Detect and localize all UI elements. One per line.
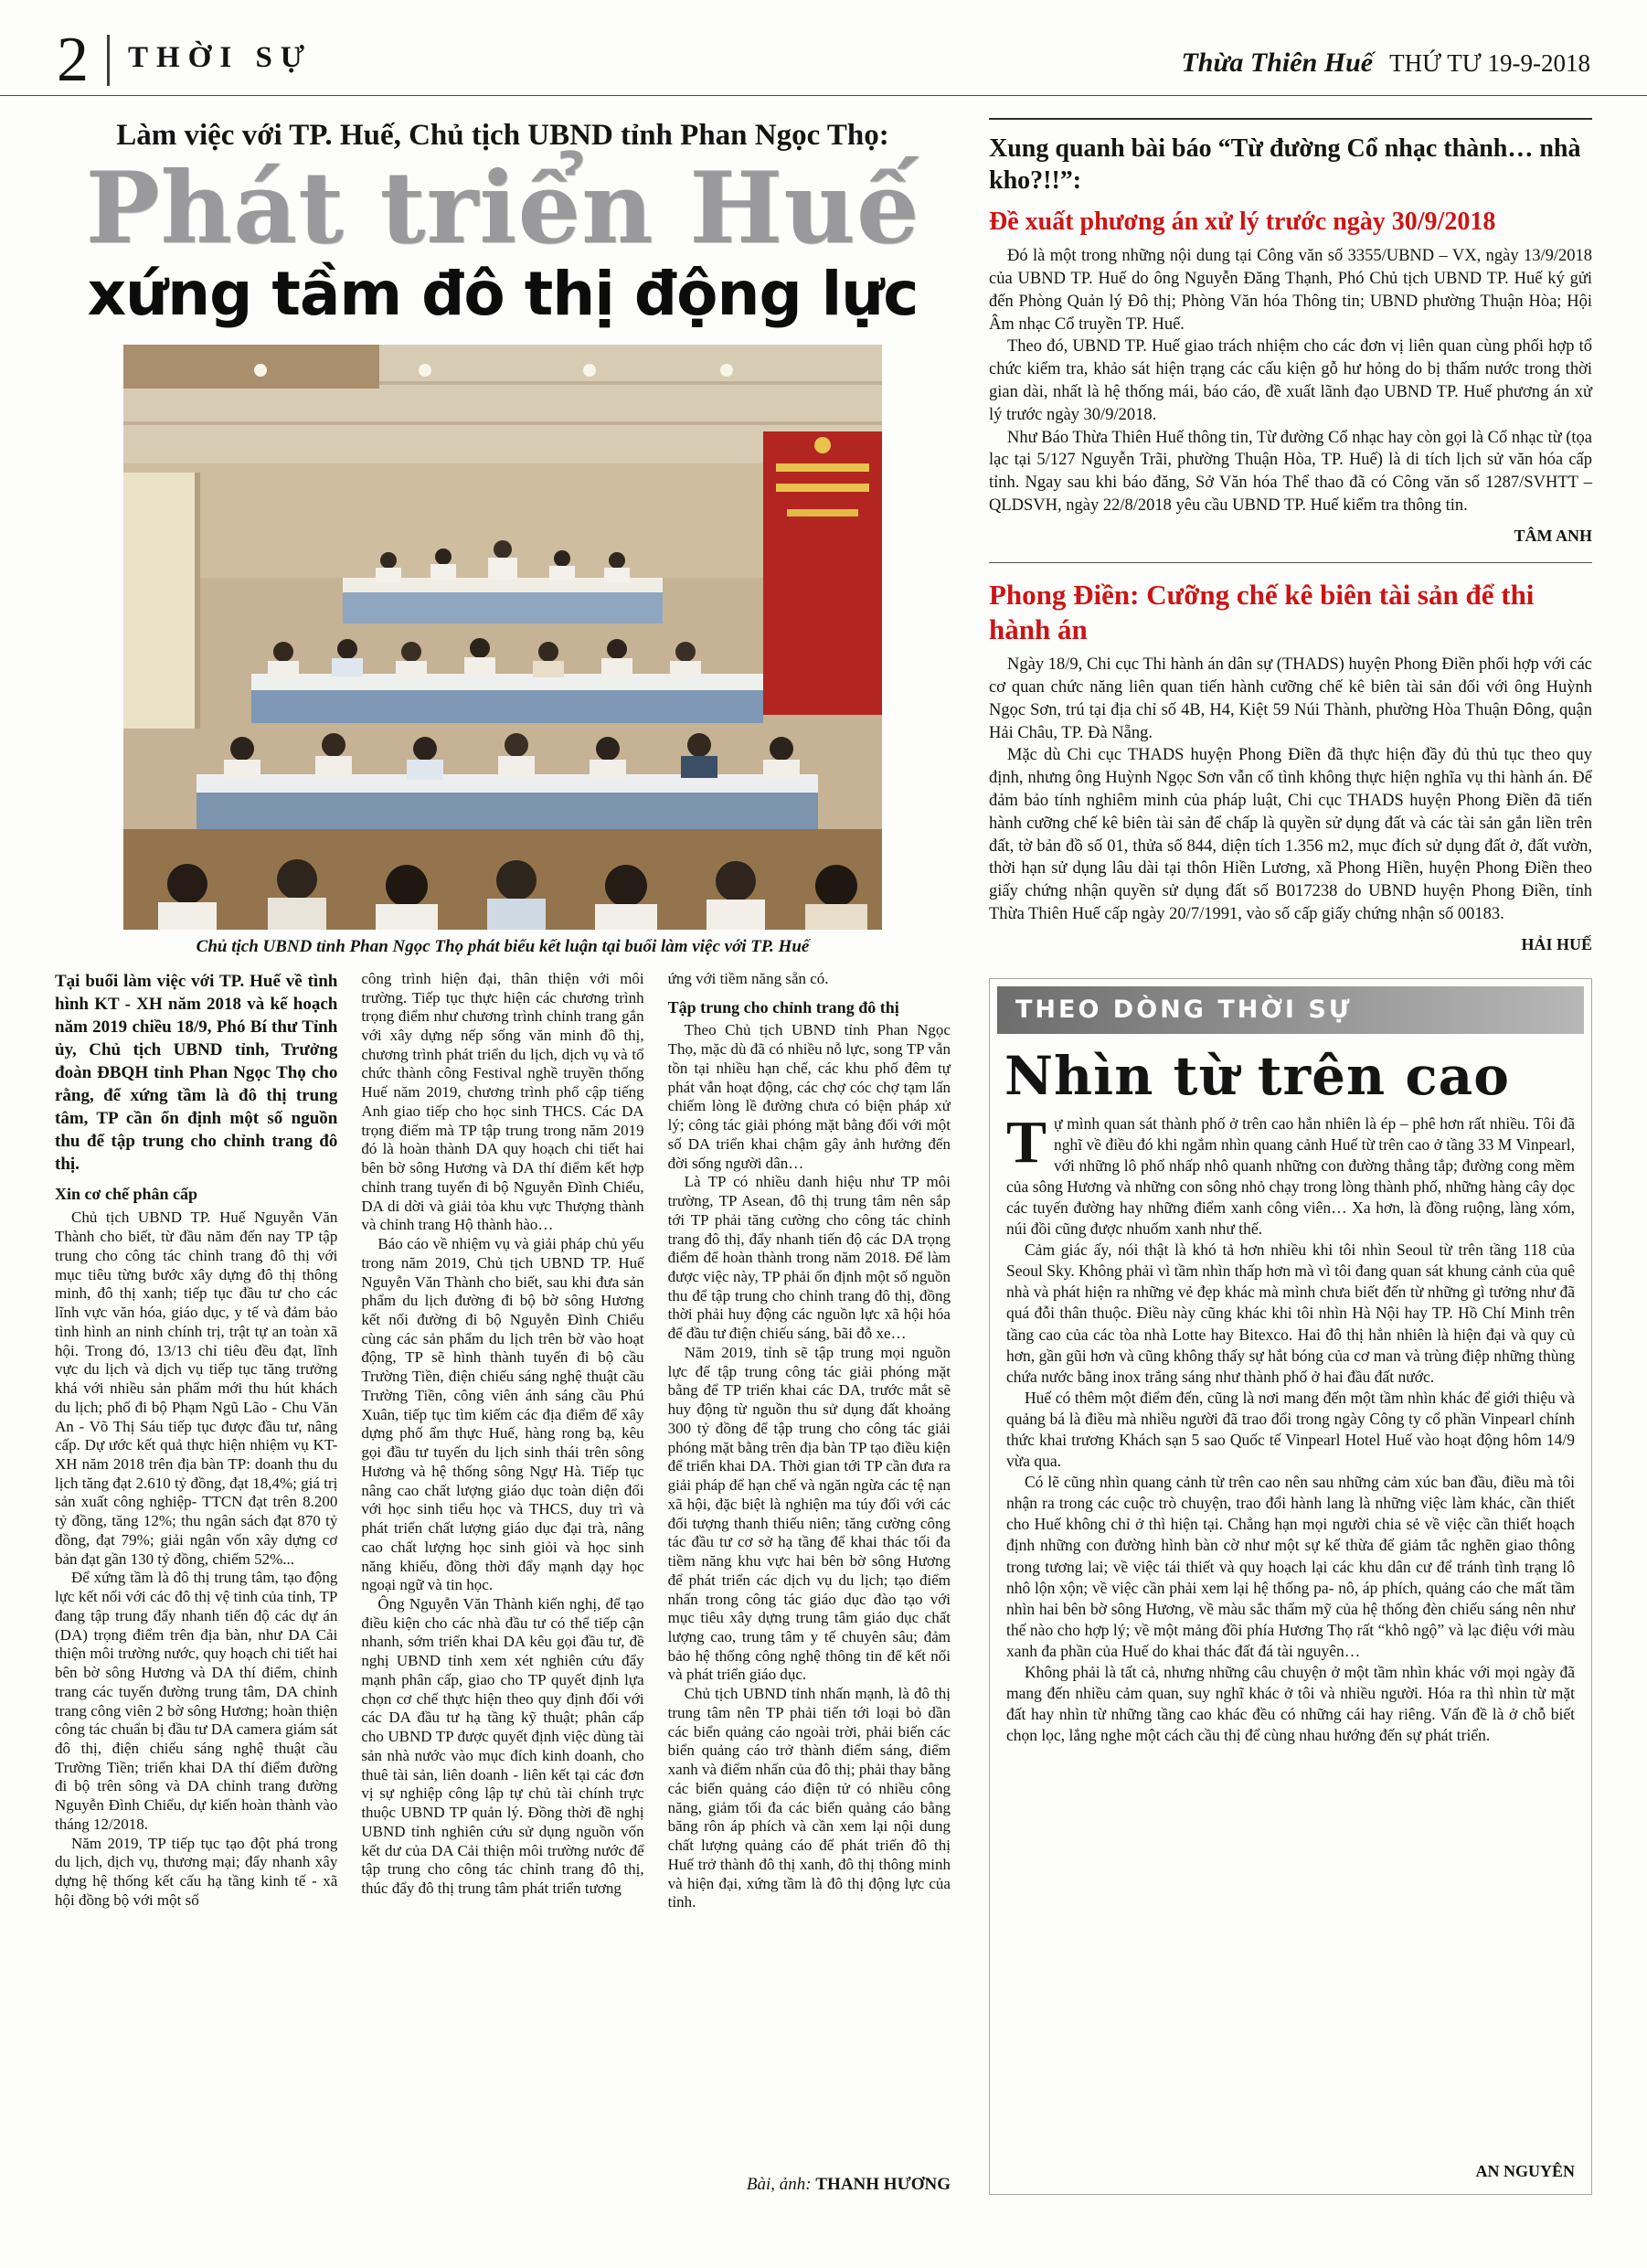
page-header [0,0,1647,96]
opinion-section-header [997,986,1584,1034]
paragraph: Ông Nguyễn Văn Thành kiến nghị, để tạo điều kiện cho các nhà đầu tư có thể tiếp cận nhanh, sớm triển khai DA kêu gọi đầu tư, đề nghị UBND tỉnh xem xét nghiên cứu đẩy mạnh phân cấp, giao cho TP quyết định lựa chọn cơ chế thực hiện theo quy định đối với các DA đầu tư hạ tầng kỹ thuật; phân cấp cho UBND TP được quyết định việc dùng tài sản nhà nước vào mục đích kinh doanh, cho thuê tài sản, liên doanh - liên kết tại các đơn vị sự nghiệp công lập tự chủ tài chính trực thuộc UBND TP quản lý. Đồng thời đề nghị UBND tỉnh nghiên cứu sử dụng nguồn vốn kết dư của DA Cải thiện môi trường nước để tập trung cho công tác chỉnh trang đô thị, thúc đẩy đô thị trung tâm phát triển tương [361,1595,644,1898]
article-red-subtitle: Đề xuất phương án xử lý trước ngày 30/9/2018 [989,208,1496,237]
article-kicker: Làm việc với TP. Huế, Chủ tịch UBND tỉnh Phan Ngọc Thọ: [116,118,889,152]
article-column-2 [361,970,643,2195]
article-column-1 [55,970,337,2195]
section-name: THỜI SỰ [128,41,313,75]
paragraph: Là TP có nhiều danh hiệu như TP môi trường, TP Asean, đô thị trung tâm nên sắp tới TP phải tăng cường cho công tác chỉnh trang đô thị, đẩy nhanh tiến độ các DA trọng điểm để hoàn thành trong năm 2018. Để làm được việc này, TP phải ổn định một số nguồn thu để tập trung cho chỉnh trang đô thị, đồng thời phải huy động các nguồn lực xã hội hóa để đầu tư điện chiếu sáng, bãi đỗ xe… [667,1173,951,1343]
sidebar-article-co-nhac [989,118,1592,546]
paragraph: Chủ tịch UBND tỉnh nhấn mạnh, là đô thị trung tâm nên TP phải tiến tới loại bỏ dần các biển quảng cáo ngoài trời, phải biến các biển quảng cáo trở thành điểm sáng, điểm xanh và điểm nhấn của đô thị; phải thay bằng các biển quảng cáo điện tử có nhiều công năng, giảm tối đa các biển quảng cáo bằng băng rôn áp phích và cần xem lại nội dung chất lượng quảng cáo để phát triển đô thị Huế trở thành đô thị xanh, đô thị thông minh và hiện đại, xứng tầm là đô thị động lực của tỉnh. [667,1685,951,1911]
paragraph: Để xứng tầm là đô thị trung tâm, tạo động lực kết nối với các đô thị vệ tinh của tỉnh, TP đang tập trung đẩy nhanh tiến độ các dự án (DA) trọng điểm trên địa bàn, như DA Cải thiện môi trường nước, quy hoạch chi tiết hai bên bờ sông Hương và DA thí điểm, chỉnh trang các tuyến đường trung tâm, DA chỉnh trang công viên 2 bờ sông Hương; hoàn thiện công tác chuẩn bị đầu tư DA camera giám sát đô thị, điện chiếu sáng nghệ thuật cầu Trường Tiền; triển khai DA thí điểm đường đi bộ trên sông và DA chỉnh trang đường Nguyễn Đình Chiểu, dự kiến hoàn thành vào tháng 12/2018. [55,1569,338,1833]
paragraph: Theo đó, UBND TP. Huế giao trách nhiệm cho các đơn vị liên quan cùng phối hợp tổ chức kiểm tra, khảo sát hiện trạng các cấu kiện gỗ hư hỏng do bị thấm nước trong thời gian dài, nhất là hệ thống mái, báo cáo, đề xuất lãnh đạo UBND TP. Huế phương án xử lý trước ngày 30/9/2018. [989,337,1592,424]
paragraph: công trình hiện đại, thân thiện với môi trường. Tiếp tục thực hiện các chương trình trọng điểm như chương trình chỉnh trang gắn với xây dựng nếp sống văn minh đô thị, chương trình phát triển du lịch, dịch vụ và tổ chức thành công Festival nghề truyền thống Huế năm 2019, chương trình phổ cập tiếng Anh giao tiếp cho học sinh THCS. Các DA trọng điểm mà TP tập trung trong năm 2019 đó là hoàn thành DA quy hoạch chi tiết hai bên bờ sông Hương và DA thí điểm kết hợp chỉnh trang tuyến đi bộ Nguyễn Đình Chiểu, DA di dời và giải tỏa khu vực Thượng thành và chỉnh trang Hộ thành hào… [361,969,644,1234]
article-title: Xung quanh bài báo “Từ đường Cổ nhạc thành… nhà kho?!!”: [989,133,1581,196]
headline-line2: xứng tầm đô thị động lực [87,259,919,330]
page-content [0,96,1647,2195]
paragraph: Có lẽ cũng nhìn quang cảnh từ trên cao nên sau những cảm xúc ban đầu, điều mà tôi nhận ra trong các cuộc trò chuyện, trao đổi hành lang là những việc làm khác, cần thiết cho Huế không chỉ ở thì hiện tại. Chẳng hạn mọi người chia sẻ về việc cần thiết hoạch định những con đường hình bàn cờ như một sự kế thừa để giảm tắc nghẽn giao thông trong tương lai; về việc tái thiết và quy hoạch lại các khu dân cư để tránh tình trạng lô nhô lộn xộn; về việc cần phải xem lại hệ thống pa- nô, áp phích, quảng cáo che mất tầm nhìn hai bên bờ sông Hương, về màu sắc thẩm mỹ của hệ thống đèn chiếu sáng nên như thế nào cho hợp lý; về một mảng đồi phía Hương Thọ rất “khô ngộ” và lạc điệu với màu xanh đa phần của Huế do khai thác đất đá tài nguyên… [1006,1473,1575,1660]
article-byline: HẢI HUẾ [1521,934,1592,953]
paragraph: Tự mình quan sát thành phố ở trên cao hẳn nhiên là ép – phê hơn rất nhiều. Tôi đã nghĩ về điều đó khi ngắm nhìn quang cảnh Huế từ trên cao ở tầng 33 M Vinpearl, với những lô phố nhấp nhô quanh những con đường thẳng tắp; đường cong mềm của sông Hương và những con sông nhỏ chạy trong lòng thành phố, những hàng cây dọc các tuyến đường hay những điểm xanh công viên… Xa hơn, là đồng ruộng, làng xóm, núi đồi cũng được nhuốm xanh như thế. [1006,1113,1575,1239]
header-left [57,25,313,95]
article-byline [736,2170,951,2195]
paragraph: Không phải là tất cả, nhưng những câu chuyện ở một tầm nhìn khác với mọi ngày đã mang đến nhiều cảm quan, suy nghĩ khác ở tôi và nhiều người. Hóa ra thì nhìn từ mặt đất hay nhìn từ những tầng cao khác đều có những cái hay riêng. Vấn đề là ở chỗ biết chọn lọc, lắng nghe một cách cầu thị để cùng nhau hướng đến sự phát triển. [1006,1663,1575,1745]
article-red-title: Phong Điền: Cưỡng chế kê biên tài sản để thi hành án [989,578,1535,645]
paragraph: Năm 2019, tỉnh sẽ tập trung mọi nguồn lực để tập trung công tác giải phóng mặt bằng để TP triển khai các DA, trước mắt sẽ huy động từ nguồn thu sử dụng đất khoảng 300 tỷ đồng để tập trung cho công tác giải phóng mặt bằng trên địa bàn TP tạo điều kiện để triển khai DA. Thời gian tới TP cần đưa ra giải pháp để hạn chế và ngăn ngừa các tệ nạn xã hội, đặc biệt là nghiện ma túy đối với các đối tượng thanh thiếu niên; tăng cường công tác đầu tư cơ sở hạ tầng để khai thác tối đa tiềm năng khu vực hai bên bờ sông Hương để phát triển các dịch vụ du lịch; tạo điểm nhấn trong công tác giáo dục đào tạo với mục tiêu xây dựng trung tâm giáo dục chất lượng cao, trung tâm y tế chuyên sâu; đảm bảo hệ thống công nghệ thông tin để kết nối và phát triển giáo dục. [667,1343,951,1684]
paragraph: Tại buổi làm việc với TP. Huế về tình hình KT - XH năm 2018 và kế hoạch năm 2019 chiều 18/9, Phó Bí thư Tỉnh ủy, Chủ tịch UBND tỉnh, Trưởng đoàn ĐBQH tỉnh Phan Ngọc Thọ cho rằng, để xứng tầm là đô thị trung tâm, TP cần ổn định một số nguồn thu để tập trung cho chỉnh trang đô thị. [55,971,338,1175]
article-text [989,654,1592,925]
paragraph: Chủ tịch UBND TP. Huế Nguyễn Văn Thành cho biết, từ đầu năm đến nay TP tập trung cho công tác chỉnh trang đô thị với mục tiêu từng bước xây dựng đô thị thông minh, đô thị xanh; tiếp tục đầu tư cho các lĩnh vực văn hóa, giáo dục, y tế và đảm bảo tình hình an ninh chính trị, trật tự an toàn xã hội. Trong đó, 13/13 chỉ tiêu đều đạt, lĩnh vực du lịch và dịch vụ tiếp tục tăng trưởng khá với nhiều sản phẩm mới thu hút khách du lịch; phố đi bộ Phạm Ngũ Lão - Chu Văn An - Võ Thị Sáu tiếp tục được đầu tư, nâng cấp. Dự ước kết quả thực hiện nhiệm vụ KT- XH năm 2018 trên địa bàn TP: doanh thu du lịch tăng đạt 2.610 tỷ đồng, đạt 18,4%; giá trị sản xuất công nghiệp- TTCN đạt trên 8.200 tỷ đồng, tăng 12%; thu ngân sách đạt 870 tỷ đồng, đạt 79%; giải ngân vốn xây dựng cơ bản đạt gần 130 tỷ đồng, chiếm 52%... [55,1209,338,1568]
byline-prefix: Bài, ảnh: [746,2174,812,2194]
article-byline: TÂM ANH [1514,526,1592,545]
paragraph: Cảm giác ấy, nói thật là khó tả hơn nhiều khi tôi nhìn Seoul từ trên tầng 118 của Seoul Sky. Không phải vì tầm nhìn thấp hơn mà vì tôi đang quan sát khung cảnh của quê nhà và phát hiện ra những vẻ đẹp khác mà mình chưa biết đến từ những gì tưởng như đã quá đỗi thân thuộc. Điều này cũng khác khi tôi nhìn Hà Nội hay TP. Hồ Chí Minh trên tầng cao của các tòa nhà Lotte hay Bitexco. Hai đô thị hẳn nhiên là hiện đại và quy củ hơn, gần gũi hơn và cũng không thấy sự hắt bóng của cơ man và trùng điệp những thùng chứa nước bằng inox trắng sáng như thành phố ở hai đầu đất nước. [1006,1240,1575,1386]
photo-caption: Chủ tịch UBND tỉnh Phan Ngọc Thọ phát biểu kết luận tại buổi làm việc với TP. Huế [196,936,810,956]
masthead: Thừa Thiên Huế [1181,47,1374,78]
subheading: Tập trung cho chỉnh trang đô thị [667,997,899,1017]
article-photo-figure [123,345,882,957]
paragraph: Đó là một trong những nội dung tại Công văn số 3355/UBND – VX, ngày 13/9/2018 của UBND TP. Huế do ông Nguyễn Đăng Thạnh, Phó Chủ tịch UBND TP. Huế ký gửi đến Phòng Quản lý Đô thị; Phòng Văn hóa Thông tin; UBND phường Thuận Hòa; Hội Âm nhạc Cổ truyền TP. Huế. [989,247,1592,334]
article-column-3-text [668,970,951,1912]
sidebar [989,118,1592,2195]
page-number: 2 [57,25,89,95]
header-divider [107,35,110,86]
paragraph: Mặc dù Chi cục THADS huyện Phong Điền đã thực hiện đầy đủ thủ tục theo quy định, nhưng ông Huỳnh Ngọc Sơn vẫn cố tình không thực hiện nghĩa vụ thi hành án. Để đảm bảo tính nghiêm minh của pháp luật, Chi cục THADS huyện Phong Điền đã tiến hành cưỡng chế kê biên tài sản để chấp là quyền sử dụng đất và các tài sản gắn liền trên đất, tờ bản đồ số 01, thửa số 844, diện tích 1.356 m2, mục đích sử dụng đất ở, đất vườn, thời hạn sử dụng lâu dài tại thôn Hiền Lương, xã Phong Hiền, huyện Phong Điền theo giấy chứng nhận quyền sử dụng đất số B017238 do UBND huyện Phong Điền, tỉnh Thừa Thiên Huế cấp ngày 20/7/1991, vào số cấp giấy chứng nhận số 00183. [989,746,1592,923]
opinion-byline: AN NGUYÊN [1475,2161,1575,2180]
header-right [1181,48,1590,88]
subheading: Xin cơ chế phân cấp [55,1185,197,1204]
paragraph: ứng với tiềm năng sẵn có. [667,969,829,987]
paragraph: Như Báo Thừa Thiên Huế thông tin, Từ đường Cổ nhạc hay còn gọi là Cổ nhạc từ (tọa lạc tại 5/127 Nguyễn Trãi, phường Thuận Hòa, TP. Huế) là di tích lịch sử văn hóa cấp tỉnh. Ngay sau khi báo đăng, Sở Văn hóa Thể thao đã có Công văn số 1287/SVHTT – QLDSVH, ngày 22/8/2018 yêu cầu UBND TP. Huế kiểm tra thông tin. [989,428,1592,515]
headline-line1: Phát triển Huế [85,151,920,267]
byline-name: THANH HƯƠNG [815,2174,951,2194]
main-article [55,118,951,2195]
paragraph: Báo cáo về nhiệm vụ và giải pháp chủ yếu trong năm 2019, Chủ tịch UBND TP. Huế Nguyễn Văn Thành cho biết, sau khi đưa sản phẩm du lịch đường đi bộ bờ sông Hương kết nối đường đi bộ Nguyễn Đình Chiểu cùng các sản phẩm du lịch trên bờ vào hoạt động, TP sẽ hình thành tuyến đi bộ cầu Trường Tiền, điện chiếu sáng nghệ thuật cầu Trường Tiền, công viên ánh sáng cầu Phú Xuân, tiếp tục tìm kiếm các địa điểm để xây dựng phố ẩm thực Huế, hàng rong bạ, kêu gọi đầu tư tuyến du lịch sinh thái trên sông Hương và hệ thống sông Ngự Hà. Tiếp tục nâng cao chất lượng giáo dục toàn diện đối với học sinh tiểu học và THCS, duy trì và phát triển chất lượng giáo dục đại trà, nâng cao chất lượng học sinh giỏi và học sinh năng khiếu, đồng thời đẩy mạnh dạy học ngoại ngữ và tin học. [361,1235,644,1594]
opinion-section [989,978,1592,2195]
paragraph: Năm 2019, TP tiếp tục tạo đột phá trong du lịch, dịch vụ, thương mại; đẩy nhanh xây dựng hệ thống kết cấu hạ tầng kinh tế - xã hội đồng bộ với một số [55,1834,338,1909]
paragraph: Theo Chủ tịch UBND tỉnh Phan Ngọc Thọ, mặc dù đã có nhiều nỗ lực, song TP vẫn tồn tại nhiều hạn chế, các khu phố đêm tự phát vẫn hoạt động, các chợ cóc chợ tạm lấn chiếm lòng lề đường chưa có biện pháp xử lý; công tác giải phóng mặt bằng đối với một số DA triển khai chậm gây ảnh hưởng đến đời sống người dân… [667,1021,951,1172]
paragraph: Ngày 18/9, Chi cục Thi hành án dân sự (THADS) huyện Phong Điền phối hợp với các cơ quan chức năng liên quan tiến hành cưỡng chế kê biên tài sản đối với ông Huỳnh Ngọc Sơn, trú tại địa chỉ số 4B, H4, Kiệt 59 Núi Thành, phường Hòa Thuận Đông, quận Hải Châu, TP. Đà Nẵng. [989,655,1592,742]
opinion-title: Nhìn từ trên cao [1004,1044,1510,1107]
opinion-text [990,1113,1591,2156]
article-text [989,245,1592,516]
opinion-section-label: THEO DÒNG THỜI SỰ [1015,996,1353,1025]
meeting-photo [123,345,882,930]
article-body [55,970,951,2195]
sidebar-divider [989,562,1592,563]
article-column-3 [668,970,951,2195]
issue-date: THỨ TƯ 19-9-2018 [1389,48,1590,77]
paragraph: Huế có thêm một điểm đến, cũng là nơi mang đến một tầm nhìn khác để giới thiệu và quảng bá là điều mà nhiều người đã trao đổi trong ngày Công ty cổ phần Vinpearl chính thức khai trương Khách sạn 5 sao Quốc tế Vinpearl Hotel Huế vào hoạt động hôm 14/9 vừa qua. [1006,1388,1575,1471]
sidebar-article-phong-dien [989,578,1592,954]
